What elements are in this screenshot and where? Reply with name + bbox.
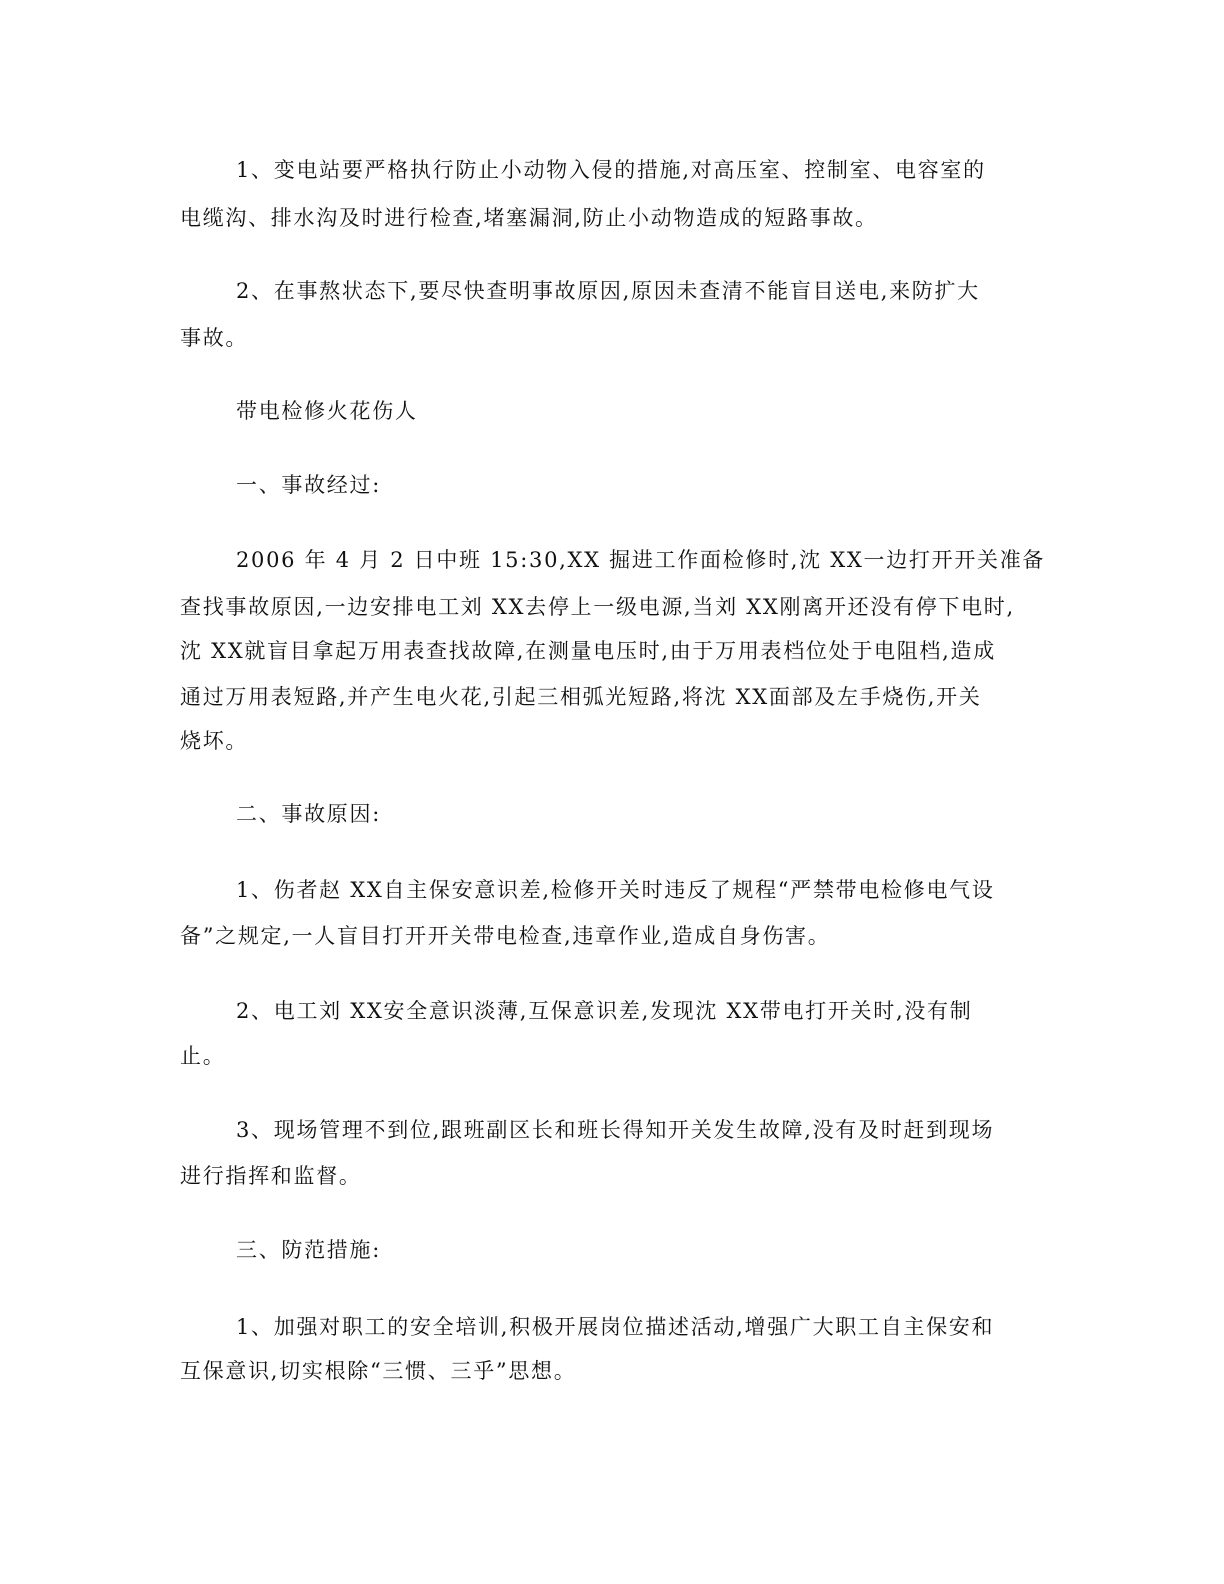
section-heading: 二、事故原因:: [236, 802, 381, 826]
text-line: 烧坏。: [180, 729, 249, 753]
text-line: 2、电工刘 XX安全意识淡薄,互保意识差,发现沈 XX带电打开关时,没有制: [236, 999, 973, 1023]
text-line: 备”之规定,一人盲目打开开关带电检查,违章作业,造成自身伤害。: [180, 924, 831, 948]
text-line: 1、伤者赵 XX自主保安意识差,检修开关时违反了规程“严禁带电检修电气设: [236, 878, 995, 902]
text-line: 止。: [180, 1044, 226, 1068]
section-heading: 带电检修火花伤人: [236, 399, 418, 423]
text-line: 查找事故原因,一边安排电工刘 XX去停上一级电源,当刘 XX刚离开还没有停下电时,: [180, 595, 1015, 619]
text-line: 互保意识,切实根除“三惯、三乎”思想。: [180, 1359, 577, 1383]
text-line: 2、在事熬状态下,要尽快查明事故原因,原因未查清不能盲目送电,来防扩大: [236, 279, 980, 303]
text-line: 通过万用表短路,并产生电火花,引起三相弧光短路,将沈 XX面部及左手烧伤,开关: [180, 685, 982, 709]
section-heading: 一、事故经过:: [236, 473, 381, 497]
section-heading: 三、防范措施:: [236, 1238, 381, 1262]
text-line: 进行指挥和监督。: [180, 1164, 362, 1188]
text-line: 事故。: [180, 326, 249, 350]
text-line: 1、加强对职工的安全培训,积极开展岗位描述活动,增强广大职工自主保安和: [236, 1315, 995, 1339]
text-line: 2006 年 4 月 2 日中班 15:30,XX 掘进工作面检修时,沈 XX一边打开开关准备: [236, 548, 1046, 572]
text-line: 3、现场管理不到位,跟班副区长和班长得知开关发生故障,没有及时赶到现场: [236, 1118, 995, 1142]
text-line: 1、变电站要严格执行防止小动物入侵的措施,对高压室、控制室、电容室的: [236, 158, 986, 182]
text-line: 电缆沟、排水沟及时进行检查,堵塞漏洞,防止小动物造成的短路事故。: [180, 206, 878, 230]
text-line: 沈 XX就盲目拿起万用表查找故障,在测量电压时,由于万用表档位处于电阻档,造成: [180, 639, 996, 663]
